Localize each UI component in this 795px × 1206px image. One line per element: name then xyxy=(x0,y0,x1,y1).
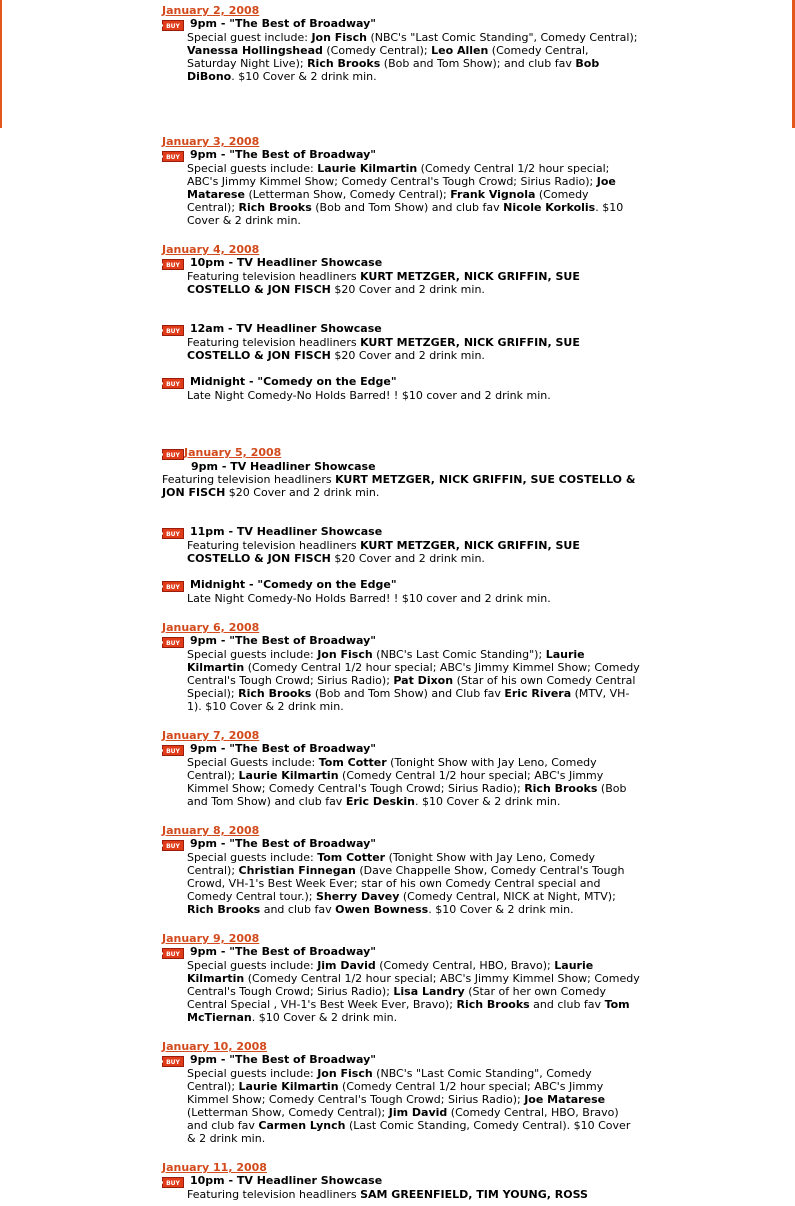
show-description: Special Guests include: Tom Cotter (Tonight Show with Jay Leno, Comedy Central); Laurie Kilmartin (Comedy Central 1/2 hour special; ABC's Jimmy Kimmel Show; Comedy Central's Tough Crowd; Sirius Radio); Rich Brooks (Bob and Tom Show) and club fav Eric Deskin. $10 Cover & 2 drink min. xyxy=(187,756,627,808)
buy-ticket-button[interactable]: BUY xyxy=(162,1056,184,1067)
performer-name: Laurie Kilmartin xyxy=(187,959,594,985)
performer-name: Vanessa Hollingshead xyxy=(187,44,323,57)
buy-ticket-button[interactable]: BUY xyxy=(162,637,184,648)
event-day xyxy=(162,1161,640,1201)
show-listing xyxy=(162,525,640,539)
event-date-link[interactable]: January 10, 2008 xyxy=(162,1040,267,1053)
show-description: Featuring television headliners KURT METZGER, NICK GRIFFIN, SUE COSTELLO & JON FISCH $20 Cover and 2 drink min. xyxy=(162,473,636,499)
performer-name: Rich Brooks xyxy=(456,998,530,1011)
event-date-link[interactable]: January 8, 2008 xyxy=(162,824,260,837)
buy-ticket-button[interactable]: BUY xyxy=(162,948,184,959)
event-day xyxy=(162,621,640,713)
show-title: Midnight - "Comedy on the Edge" xyxy=(190,375,397,388)
performer-name: Eric Deskin xyxy=(345,795,415,808)
show-description: Featuring television headliners KURT METZGER, NICK GRIFFIN, SUE COSTELLO & JON FISCH $20 Cover and 2 drink min. xyxy=(187,539,580,565)
show-title: Midnight - "Comedy on the Edge" xyxy=(190,578,397,591)
buy-ticket-button[interactable]: BUY xyxy=(162,259,184,270)
buy-ticket-button[interactable]: BUY xyxy=(162,840,184,851)
buy-ticket-button[interactable]: BUY xyxy=(162,581,184,592)
performer-name: Rich Brooks xyxy=(238,687,312,700)
show-title: 10pm - TV Headliner Showcase xyxy=(190,256,383,269)
performer-name: KURT METZGER, NICK GRIFFIN, SUE COSTELLO & JON FISCH xyxy=(187,270,580,296)
performer-name: Laurie Kilmartin xyxy=(238,769,339,782)
performer-name: Pat Dixon xyxy=(393,674,454,687)
performer-name: Laurie Kilmartin xyxy=(317,162,418,175)
event-day xyxy=(162,824,640,916)
performer-name: KURT METZGER, NICK GRIFFIN, SUE COSTELLO & JON FISCH xyxy=(162,473,636,499)
event-date-link[interactable]: January 6, 2008 xyxy=(162,621,260,634)
performer-name: Jim David xyxy=(388,1106,448,1119)
show-listing xyxy=(162,148,640,162)
performer-name: Laurie Kilmartin xyxy=(238,1080,339,1093)
performer-name: Rich Brooks xyxy=(524,782,598,795)
performer-name: Rich Brooks xyxy=(187,903,261,916)
show-title: 9pm - "The Best of Broadway" xyxy=(190,148,377,161)
event-date-link[interactable]: January 7, 2008 xyxy=(162,729,260,742)
performer-name: Joe Matarese xyxy=(524,1093,606,1106)
show-listing xyxy=(162,375,640,389)
show-listing xyxy=(162,446,640,460)
event-day xyxy=(162,446,640,605)
performer-name: Owen Bowness xyxy=(335,903,429,916)
performer-name: Jon Fisch xyxy=(311,31,367,44)
show-title: 9pm - "The Best of Broadway" xyxy=(190,837,377,850)
performer-name: SAM GREENFIELD, TIM YOUNG, ROSS xyxy=(360,1188,588,1201)
performer-name: Christian Finnegan xyxy=(238,864,356,877)
buy-ticket-button[interactable]: BUY xyxy=(162,745,184,756)
performer-name: Jon Fisch xyxy=(317,648,373,661)
show-listing xyxy=(162,945,640,959)
performer-name: Jon Fisch xyxy=(317,1067,373,1080)
performer-name: KURT METZGER, NICK GRIFFIN, SUE COSTELLO & JON FISCH xyxy=(187,539,580,565)
show-description: Featuring television headliners SAM GREENFIELD, TIM YOUNG, ROSS xyxy=(187,1188,588,1201)
performer-name: Carmen Lynch xyxy=(258,1119,346,1132)
event-date-link[interactable]: January 3, 2008 xyxy=(162,135,260,148)
event-calendar xyxy=(162,4,640,1201)
show-description: Special guest include: Jon Fisch (NBC's "Last Comic Standing", Comedy Central); Vanessa Hollingshead (Comedy Central); Leo Allen (Comedy Central, Saturday Night Live); Rich Brooks (Bob and Tom Show); and club fav Bob DiBono. $10 Cover & 2 drink min. xyxy=(187,31,638,83)
show-description: Special guests include: Tom Cotter (Tonight Show with Jay Leno, Comedy Central); Christian Finnegan (Dave Chappelle Show, Comedy Central's Tough Crowd, VH-1's Best Week Ever; star of his own Comedy Central special and Comedy Central tour.); Sherry Davey (Comedy Central, NICK at Night, MTV); Rich Brooks and club fav Owen Bowness. $10 Cover & 2 drink min. xyxy=(187,851,625,916)
show-description: Featuring television headliners KURT METZGER, NICK GRIFFIN, SUE COSTELLO & JON FISCH $20 Cover and 2 drink min. xyxy=(187,336,580,362)
buy-ticket-button[interactable]: BUY xyxy=(162,151,184,162)
show-listing xyxy=(162,742,640,756)
performer-name: Tom Cotter xyxy=(317,851,386,864)
event-day xyxy=(162,243,640,402)
show-listing xyxy=(162,256,640,270)
show-description: Late Night Comedy-No Holds Barred! ! $10 cover and 2 drink min. xyxy=(187,389,551,402)
event-date-link[interactable]: January 11, 2008 xyxy=(162,1161,267,1174)
show-listing xyxy=(162,578,640,592)
show-title: 12am - TV Headliner Showcase xyxy=(190,322,382,335)
performer-name: Frank Vignola xyxy=(450,188,536,201)
performer-name: Eric Rivera xyxy=(504,687,572,700)
show-listing xyxy=(162,1174,640,1188)
buy-ticket-button[interactable]: BUY xyxy=(162,378,184,389)
performer-name: Lisa Landry xyxy=(393,985,465,998)
show-listing xyxy=(162,634,640,648)
event-date-link[interactable]: January 5, 2008 xyxy=(184,446,282,459)
performer-name: Leo Allen xyxy=(431,44,489,57)
event-day xyxy=(162,729,640,808)
buy-ticket-button[interactable]: BUY xyxy=(162,449,184,460)
show-listing xyxy=(162,322,640,336)
show-listing xyxy=(162,460,640,473)
show-title: 10pm - TV Headliner Showcase xyxy=(190,1174,383,1187)
show-description: Special guests include: Jon Fisch (NBC's "Last Comic Standing", Comedy Central); Laurie Kilmartin (Comedy Central 1/2 hour special; ABC's Jimmy Kimmel Show; Comedy Central's Tough Crowd; Sirius Radio); Joe Matarese (Letterman Show, Comedy Central); Jim David (Comedy Central, HBO, Bravo) and club fav Carmen Lynch (Last Comic Standing, Comedy Central). $10 Cover & 2 drink min. xyxy=(187,1067,631,1145)
show-description: Late Night Comedy-No Holds Barred! ! $10 cover and 2 drink min. xyxy=(187,592,551,605)
buy-ticket-button[interactable]: BUY xyxy=(162,1177,184,1188)
show-description: Special guests include: Laurie Kilmartin (Comedy Central 1/2 hour special; ABC's Jimmy Kimmel Show; Comedy Central's Tough Crowd; Sirius Radio); Joe Matarese (Letterman Show, Comedy Central); Frank Vignola (Comedy Central); Rich Brooks (Bob and Tom Show) and club fav Nicole Korkolis. $10 Cover & 2 drink min. xyxy=(187,162,624,227)
performer-name: Joe Matarese xyxy=(187,175,616,201)
performer-name: Laurie Kilmartin xyxy=(187,648,585,674)
event-day xyxy=(162,4,640,83)
show-title: 9pm - "The Best of Broadway" xyxy=(190,17,377,30)
show-listing xyxy=(162,1053,640,1067)
show-title: 9pm - "The Best of Broadway" xyxy=(190,742,377,755)
performer-name: KURT METZGER, NICK GRIFFIN, SUE COSTELLO & JON FISCH xyxy=(187,336,580,362)
show-description: Special guests include: Jon Fisch (NBC's Last Comic Standing"); Laurie Kilmartin (Comedy Central 1/2 hour special; ABC's Jimmy Kimmel Show; Comedy Central's Tough Crowd; Sirius Radio); Pat Dixon (Star of his own Comedy Central Special); Rich Brooks (Bob and Tom Show) and Club fav Eric Rivera (MTV, VH-1). $10 Cover & 2 drink min. xyxy=(187,648,640,713)
performer-name: Tom McTiernan xyxy=(187,998,630,1024)
show-title: 9pm - "The Best of Broadway" xyxy=(190,1053,377,1066)
event-day xyxy=(162,1040,640,1145)
left-accent-border xyxy=(0,0,2,128)
buy-ticket-button[interactable]: BUY xyxy=(162,20,184,31)
performer-name: Rich Brooks xyxy=(307,57,381,70)
performer-name: Nicole Korkolis xyxy=(503,201,596,214)
show-title: 9pm - TV Headliner Showcase xyxy=(191,460,376,473)
show-description: Special guests include: Jim David (Comedy Central, HBO, Bravo); Laurie Kilmartin (Comedy Central 1/2 hour special; ABC's Jimmy Kimmel Show; Comedy Central's Tough Crowd; Sirius Radio); Lisa Landry (Star of her own Comedy Central Special , VH-1's Best Week Ever, Bravo); Rich Brooks and club fav Tom McTiernan. $10 Cover & 2 drink min. xyxy=(187,959,640,1024)
show-listing xyxy=(162,837,640,851)
event-day xyxy=(162,135,640,227)
show-description: Featuring television headliners KURT METZGER, NICK GRIFFIN, SUE COSTELLO & JON FISCH $20 Cover and 2 drink min. xyxy=(187,270,580,296)
event-day xyxy=(162,932,640,1024)
event-date-link[interactable]: January 9, 2008 xyxy=(162,932,260,945)
performer-name: Tom Cotter xyxy=(318,756,387,769)
buy-ticket-button[interactable]: BUY xyxy=(162,528,184,539)
show-title: 9pm - "The Best of Broadway" xyxy=(190,945,377,958)
performer-name: Rich Brooks xyxy=(238,201,312,214)
performer-name: Jim David xyxy=(317,959,376,972)
buy-ticket-button[interactable]: BUY xyxy=(162,325,184,336)
show-listing xyxy=(162,17,640,31)
event-date-link[interactable]: January 2, 2008 xyxy=(162,4,260,17)
event-date-link[interactable]: January 4, 2008 xyxy=(162,243,260,256)
performer-name: Sherry Davey xyxy=(315,890,400,903)
show-title: 9pm - "The Best of Broadway" xyxy=(190,634,377,647)
performer-name: Bob DiBono xyxy=(187,57,600,83)
show-title: 11pm - TV Headliner Showcase xyxy=(190,525,383,538)
